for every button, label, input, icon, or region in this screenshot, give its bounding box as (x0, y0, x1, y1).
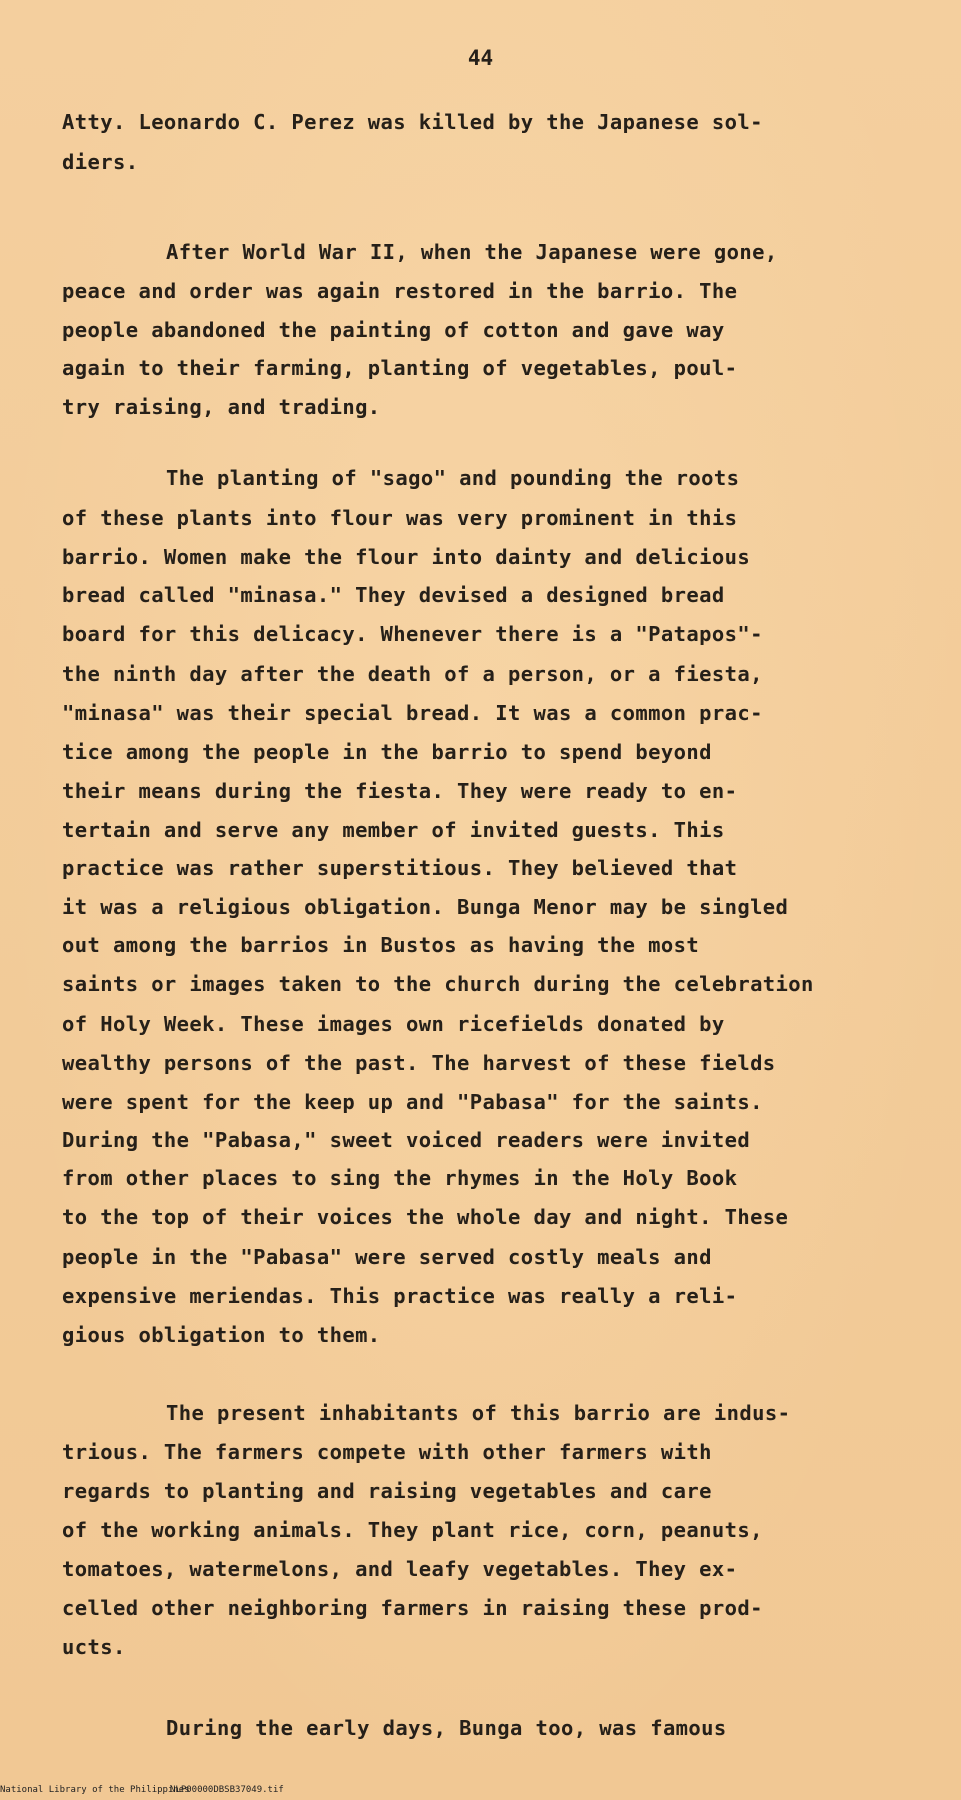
text-line: try raising, and trading. (62, 395, 381, 419)
text-line: board for this delicacy. Whenever there is a "Patapos"- (62, 622, 763, 646)
text-line: trious. The farmers compete with other farmers with (62, 1440, 712, 1464)
text-line: practice was rather superstitious. They believed that (62, 856, 738, 880)
text-line: The present inhabitants of this barrio are indus- (166, 1401, 791, 1425)
text-line: Atty. Leonardo C. Perez was killed by the Japanese sol- (62, 110, 763, 134)
text-line: During the "Pabasa," sweet voiced readers were invited (62, 1128, 751, 1152)
text-line: the ninth day after the death of a person, or a fiesta, (62, 662, 763, 686)
text-line: out among the barrios in Bustos as having the most (62, 933, 700, 957)
text-line: "minasa" was their special bread. It was a common prac- (62, 701, 763, 725)
text-line: to the top of their voices the whole day and night. These (62, 1205, 789, 1229)
text-line: were spent for the keep up and "Pabasa" for the saints. (62, 1090, 763, 1114)
text-line: of Holy Week. These images own ricefields donated by (62, 1012, 725, 1036)
text-line: expensive meriendas. This practice was really a reli- (62, 1284, 738, 1308)
text-line: peace and order was again restored in the barrio. The (62, 279, 738, 303)
footer-library-name: National Library of the Philippines (0, 1785, 190, 1795)
text-line: people in the "Pabasa" were served costly meals and (62, 1245, 712, 1269)
text-line: their means during the fiesta. They were ready to en- (62, 779, 738, 803)
text-line: After World War II, when the Japanese were gone, (166, 240, 778, 264)
text-line: of these plants into flour was very prominent in this (62, 506, 738, 530)
page-number: 44 (467, 46, 494, 70)
text-line: of the working animals. They plant rice, corn, peanuts, (62, 1518, 763, 1542)
text-line: tertain and serve any member of invited guests. This (62, 818, 725, 842)
footer-file-name: NLP00000DBSB37049.tif (170, 1785, 284, 1795)
text-line: from other places to sing the rhymes in the Holy Book (62, 1166, 738, 1190)
text-line: During the early days, Bunga too, was famous (166, 1716, 727, 1740)
text-line: gious obligation to them. (62, 1323, 381, 1347)
text-line: celled other neighboring farmers in raising these prod- (62, 1596, 763, 1620)
text-line: it was a religious obligation. Bunga Menor may be singled (62, 895, 789, 919)
text-line: people abandoned the painting of cotton and gave way (62, 318, 725, 342)
text-line: again to their farming, planting of vegetables, poul- (62, 356, 738, 380)
text-line: tice among the people in the barrio to spend beyond (62, 740, 712, 764)
text-line: diers. (62, 150, 139, 174)
text-line: The planting of "sago" and pounding the roots (166, 466, 740, 490)
text-line: wealthy persons of the past. The harvest of these fields (62, 1051, 776, 1075)
text-line: saints or images taken to the church during the celebration (62, 972, 814, 996)
text-line: regards to planting and raising vegetables and care (62, 1479, 712, 1503)
text-line: barrio. Women make the flour into dainty and delicious (62, 545, 751, 569)
text-line: ucts. (62, 1635, 126, 1659)
text-line: tomatoes, watermelons, and leafy vegetables. They ex- (62, 1557, 738, 1581)
text-line: bread called "minasa." They devised a designed bread (62, 583, 725, 607)
